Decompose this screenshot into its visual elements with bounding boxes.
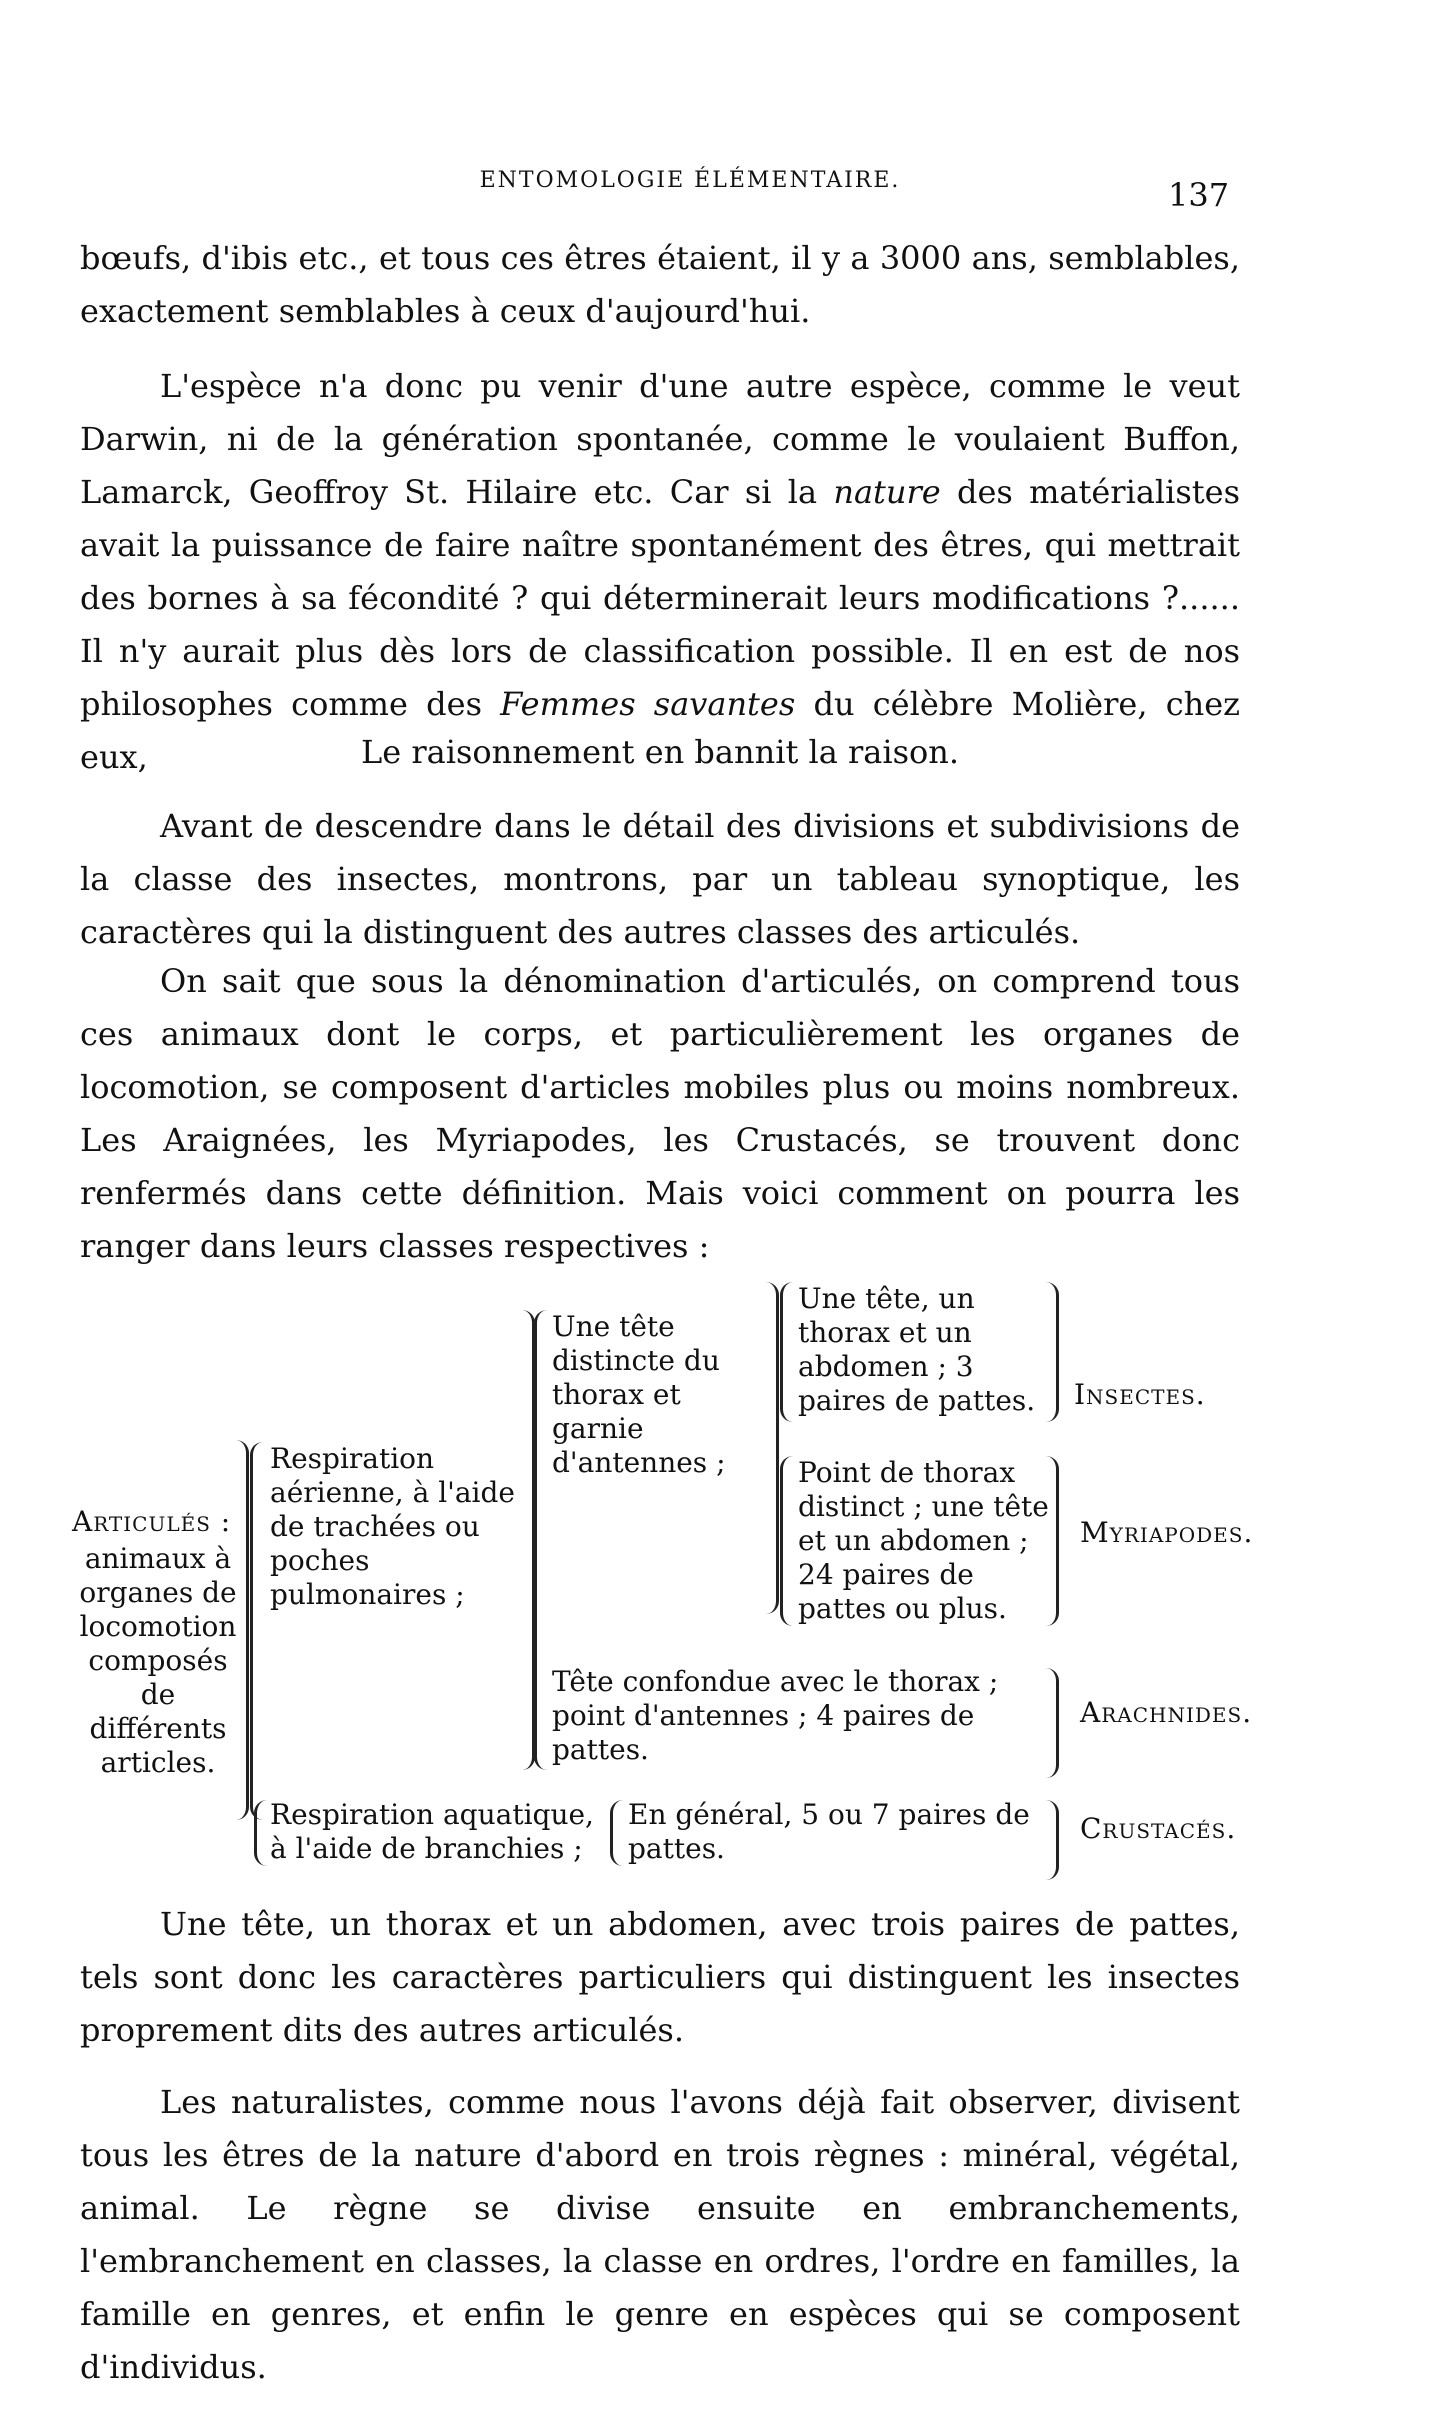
head-distinct: Une tête distincte du thorax et garnie d'antennes ;: [552, 1310, 726, 1479]
paragraph-2-part-b: des matérialistes avait la puissance de faire naître spontanément des êtres, qui mettrait des bornes à sa fécondité ? qui déterminerait leurs modifications ?...... Il n'y aurait plus dès lors de classification possible. Il en est de nos philosophes comme des: [80, 473, 1241, 723]
head-fused: Tête confondue avec le thorax ; point d'antennes ; 4 paires de pattes.: [552, 1665, 999, 1766]
myria-trait: Point de thorax distinct ; une tête et un abdomen ; 24 paires de pattes ou plus.: [798, 1456, 1049, 1625]
paragraph-2-part-c: du célèbre Molière, chez eux,: [80, 685, 1241, 776]
insect-brace-left: [780, 1282, 793, 1422]
class-arachnides: Arachnides.: [1080, 1696, 1253, 1729]
root-brace: [236, 1440, 249, 1820]
insect-brace-right: [1046, 1282, 1059, 1422]
table-root-label: [72, 1505, 244, 1539]
paragraph-2-part-a: L'espèce n'a donc pu venir d'une autre espèce, comme le veut Darwin, ni de la génération spontanée, comme le voulaient Buffon, Lamarck, Geoffroy St. Hilaire etc. Car si la: [80, 367, 1240, 511]
paragraph-5-text: Une tête, un thorax et un abdomen, avec trois paires de pattes, tels sont donc les caractères particuliers qui distinguent les insectes proprement dits des autres articulés.: [80, 1905, 1240, 2049]
crust-brace-left: [610, 1800, 623, 1866]
class-insects: Insectes.: [1074, 1378, 1206, 1411]
paragraph-4-text: On sait que sous la dénomination d'articulés, on comprend tous ces animaux dont le corps, et particulièrement les organes de locomotion, se composent d'articles mobiles plus ou moins nombreux. Les Araignées, les Myriapodes, les Crustacés, se trouvent donc renfermés dans cette définition. Mais voici comment on pourra les ranger dans leurs classes respectives :: [80, 962, 1240, 1265]
paragraph-2: [80, 360, 1240, 784]
running-title: ENTOMOLOGIE ÉLÉMENTAIRE.: [479, 168, 901, 193]
verse-text: Le raisonnement en bannit la raison.: [360, 733, 960, 771]
myria-brace-right: [1046, 1456, 1059, 1626]
resp-aerial: Respiration aérienne, à l'aide de trachées ou poches pulmonaires ;: [270, 1442, 515, 1611]
aerial-brace-left: [250, 1442, 263, 1820]
head-brace-left: [534, 1310, 547, 1770]
myria-brace-left: [780, 1456, 793, 1626]
class-crustaces: Crustacés.: [1080, 1812, 1237, 1845]
paragraph-1-text: bœufs, d'ibis etc., et tous ces êtres étaient, il y a 3000 ans, semblables, exactement semblables à ceux d'aujourd'hui.: [80, 239, 1240, 330]
emphasis-nature: nature: [833, 473, 941, 511]
crust-trait: En général, 5 ou 7 paires de pattes.: [628, 1798, 1030, 1865]
paragraph-4: [80, 955, 1240, 1273]
paragraph-3-text: Avant de descendre dans le détail des divisions et subdivisions de la classe des insectes, montrons, par un tableau synoptique, les caractères qui la distinguent des autres classes des articulés.: [80, 807, 1240, 951]
paragraph-6: [80, 2076, 1240, 2394]
paragraph-5: [80, 1898, 1240, 2057]
aquatic-brace-left: [254, 1800, 267, 1866]
aerial-brace-right: [522, 1310, 535, 1770]
head-brace-right: [766, 1282, 779, 1614]
paragraph-1: [80, 232, 1240, 338]
insect-trait: Une tête, un thorax et un abdomen ; 3 paires de pattes.: [798, 1282, 1036, 1417]
crust-brace-right: [1046, 1800, 1059, 1880]
verse-quote: [80, 726, 1240, 779]
arach-brace: [1046, 1668, 1059, 1778]
root-label-text: Articulés :: [72, 1505, 232, 1538]
paragraph-6-text: Les naturalistes, comme nous l'avons déjà fait observer, divisent tous les êtres de la nature d'abord en trois règnes : minéral, végétal, animal. Le règne se divise ensuite en embranchements, l'embranchement en classes, la classe en ordres, l'ordre en familles, la famille en genres, et enfin le genre en espèces qui se composent d'individus.: [80, 2083, 1240, 2386]
paragraph-3: [80, 800, 1240, 959]
page-number: 137: [1168, 176, 1230, 214]
table-root-desc: animaux à organes de locomotion composés de différents articles.: [79, 1542, 237, 1779]
class-myriapodes: Myriapodes.: [1080, 1516, 1254, 1549]
paragraph-2-text: [80, 360, 1240, 784]
resp-aquatic: Respiration aquatique, à l'aide de branchies ;: [270, 1798, 594, 1865]
emphasis-femmes-savantes: Femmes savantes: [500, 685, 796, 723]
